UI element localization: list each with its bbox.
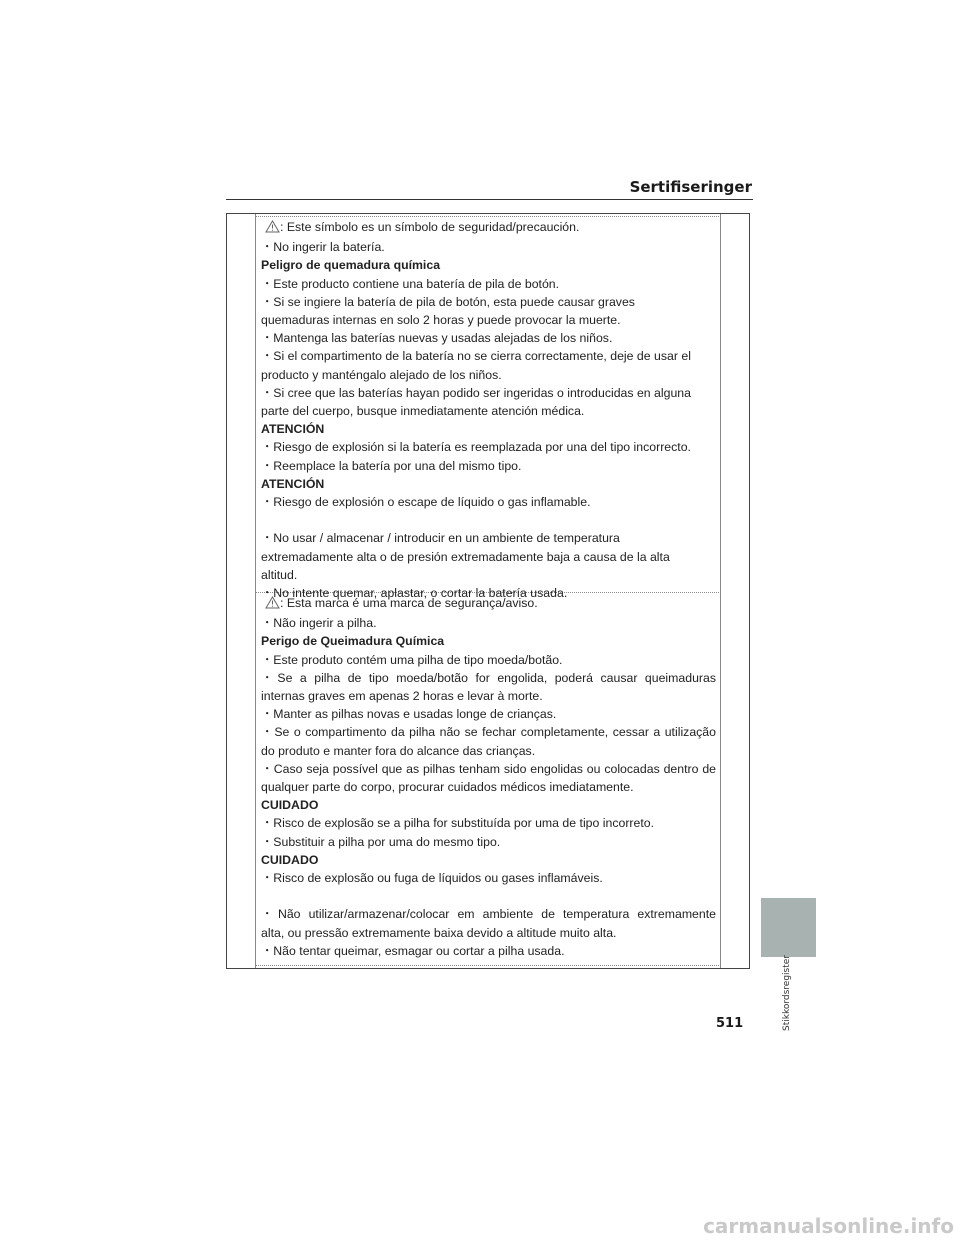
section-heading: CUIDADO: [261, 852, 319, 867]
section-heading: ATENCIÓN: [261, 476, 325, 491]
text-line: ・Si el compartimento de la batería no se cierra correctamente, deje de usar el: [261, 349, 691, 364]
text-line: ・Mantenga las baterías nuevas y usadas alejadas de los niños.: [261, 331, 613, 346]
side-index-label: Stikkordsregister: [782, 954, 792, 1031]
text-line: ・Não ingerir a pilha.: [261, 616, 377, 631]
separator-top: [255, 216, 721, 217]
section-heading: CUIDADO: [261, 798, 319, 813]
side-tab: [761, 898, 816, 957]
text-line: ・Si se ingiere la batería de pila de botón, esta puede causar graves: [261, 294, 635, 309]
text-line: ・Não utilizar/armazenar/colocar em ambiente de temperatura extremamente: [261, 907, 716, 922]
text-line: ・Este produto contém uma pilha de tipo moeda/botão.: [261, 652, 563, 667]
text-line: ・Reemplace la batería por una del mismo tipo.: [261, 458, 522, 473]
text-line: ・Si cree que las baterías hayan podido ser ingeridas o introducidas en alguna: [261, 385, 691, 400]
watermark: carmanualsonline.info: [703, 1214, 954, 1238]
section-heading: Perigo de Queimadura Química: [261, 634, 445, 649]
text-line: ・Não tentar queimar, esmagar ou cortar a pilha usada.: [261, 943, 565, 958]
text-line: ・Risco de explosão se a pilha for substituída por uma de tipo incorreto.: [261, 816, 655, 831]
text-line: producto y manténgalo alejado de los niños.: [261, 367, 502, 382]
text-line: ・Manter as pilhas novas e usadas longe de crianças.: [261, 707, 557, 722]
text-line: do produto e manter fora do alcance das crianças.: [261, 743, 536, 758]
text-line: ・Caso seja possível que as pilhas tenham sido engolidas ou colocadas dentro de: [261, 761, 716, 776]
warning-triangle-icon: [265, 596, 280, 614]
spanish-warning-block: [261, 218, 716, 602]
blank-line: [261, 511, 716, 529]
text-line: ・No intente quemar, aplastar, o cortar la batería usada.: [261, 586, 568, 601]
page-number: 511: [716, 1016, 744, 1031]
section-heading: Peligro de quemadura química: [261, 258, 441, 273]
text-line: quemaduras internas en solo 2 horas y puede provocar la muerte.: [261, 313, 621, 328]
warning-triangle-icon: [265, 220, 280, 238]
text-line: ・Este producto contiene una batería de pila de botón.: [261, 276, 560, 291]
blank-line: [261, 887, 716, 905]
text-line: ・Se a pilha de tipo moeda/botão for engolida, poderá causar queimaduras: [261, 670, 716, 685]
text-line: : Este símbolo es un símbolo de seguridad/precaución.: [261, 218, 716, 238]
text-line: ・Se o compartimento da pilha não se fechar completamente, cessar a utilização: [261, 725, 716, 740]
text-line: alta, ou pressão extremamente baixa devido a altitude muito alta.: [261, 925, 617, 940]
portuguese-warning-block: [261, 594, 716, 960]
text-line: ・Riesgo de explosión o escape de líquido o gas inflamable.: [261, 495, 591, 510]
text-line: internas graves em apenas 2 horas e levar à morte.: [261, 689, 543, 704]
text-line: extremadamente alta o de presión extremadamente baja a causa de la alta: [261, 549, 670, 564]
text-line: : Esta marca é uma marca de segurança/aviso.: [261, 594, 716, 614]
header-rule: [226, 199, 753, 200]
text-line: ・Riesgo de explosión si la batería es reemplazada por una del tipo incorrecto.: [261, 440, 691, 455]
text-line: ・Substituir a pilha por uma do mesmo tipo.: [261, 834, 501, 849]
text-line: parte del cuerpo, busque inmediatamente atención médica.: [261, 404, 585, 419]
text-line: altitud.: [261, 567, 298, 582]
section-heading: ATENCIÓN: [261, 422, 325, 437]
text-line: qualquer parte do corpo, procurar cuidados médicos imediatamente.: [261, 780, 634, 795]
text-line: ・Risco de explosão ou fuga de líquidos ou gases inflamáveis.: [261, 871, 603, 886]
text-line: ・No ingerir la batería.: [261, 240, 385, 255]
page-header-title: Sertifiseringer: [629, 178, 752, 196]
separator-bottom: [255, 965, 721, 966]
text-line: ・No usar / almacenar / introducir en un ambiente de temperatura: [261, 531, 620, 546]
